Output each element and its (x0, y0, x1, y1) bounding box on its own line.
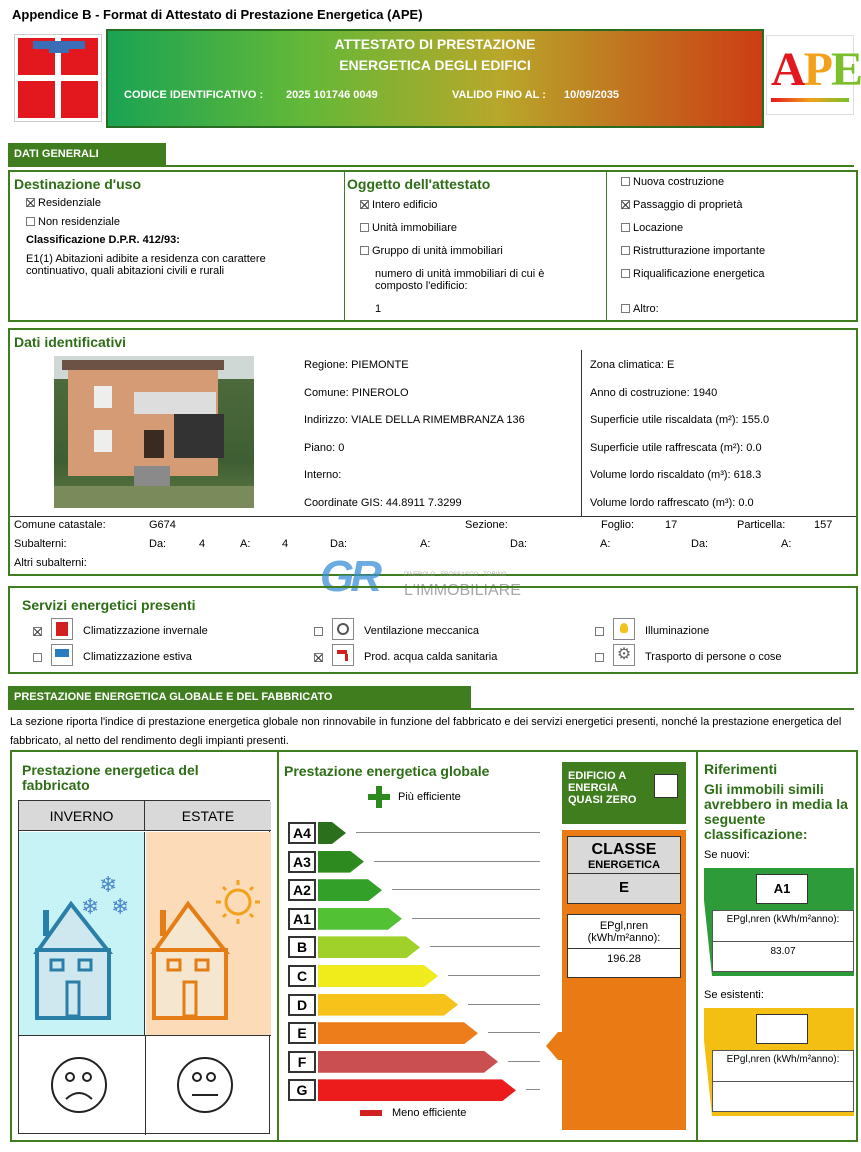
checkbox-checked[interactable] (33, 627, 42, 636)
destinazione-title: Destinazione d'uso (14, 176, 142, 192)
sub-da-label-3: Da: (510, 538, 528, 550)
se-esistenti-label: Se esistenti: (704, 989, 764, 1001)
house-winter-icon (19, 832, 145, 1035)
checkbox[interactable] (360, 223, 369, 232)
gear-icon: ⚙ (613, 644, 635, 666)
esistenti-class-box (756, 1014, 808, 1044)
checkbox[interactable] (26, 217, 35, 226)
ep-label: EPgl,nren (kWh/m²anno): (587, 920, 661, 944)
fan-icon (332, 618, 354, 640)
subalterni-label: Subalterni: (14, 538, 67, 550)
section-dati-generali: DATI GENERALI (8, 143, 166, 165)
checkbox-checked[interactable] (314, 653, 323, 662)
indirizzo: Indirizzo: VIALE DELLA RIMEMBRANZA 136 (304, 414, 525, 426)
servizio-label: Trasporto di persone o cose (645, 651, 782, 663)
superficie-raffrescata: Superficie utile raffrescata (m²): 0.0 (590, 442, 762, 454)
energy-class-line (468, 1004, 540, 1005)
energy-class-label: G (288, 1079, 316, 1101)
energy-class-row (293, 879, 382, 901)
fabbricato-title: Prestazione energetica del fabbricato (22, 762, 199, 793)
intero-edificio-label: Intero edificio (372, 199, 438, 211)
energy-class-bar (318, 822, 346, 844)
altri-subalterni-label: Altri subalterni: (14, 557, 87, 569)
superficie-riscaldata: Superficie utile riscaldata (m²): 155.0 (590, 414, 770, 426)
esistenti-ep-box (712, 1050, 854, 1112)
energy-class-row (296, 965, 438, 987)
inverno-panel (19, 832, 145, 1035)
energy-class-bar (318, 908, 402, 930)
classe-sub: ENERGETICA (587, 859, 661, 871)
nuovi-ep-label: EPgl,nren (kWh/m²anno): (726, 914, 840, 925)
servizio-ventilazione[interactable] (314, 618, 574, 640)
passaggio-proprieta-check[interactable] (621, 199, 742, 211)
energy-class-line (374, 861, 540, 862)
sub-a-value: 4 (282, 538, 289, 550)
checkbox-checked[interactable] (360, 200, 369, 209)
foglio-value: 17 (665, 519, 678, 531)
energy-class-row (296, 1079, 516, 1101)
servizio-climatizzazione-estiva[interactable] (33, 644, 293, 666)
intero-edificio-check[interactable] (360, 199, 437, 211)
header-title-2: ENERGETICA DEGLI EDIFICI (339, 57, 531, 73)
valid-value: 10/09/2035 (564, 89, 620, 101)
comune-catastale-value: G674 (149, 519, 176, 531)
unita-immobiliare-label: Unità immobiliare (372, 222, 457, 234)
interno: Interno: (304, 469, 342, 481)
energy-class-line (356, 832, 540, 833)
energy-class-bar (318, 1051, 498, 1073)
sub-da-value: 4 (199, 538, 206, 550)
ristrutturazione-label: Ristrutturazione importante (633, 245, 766, 257)
checkbox[interactable] (621, 177, 630, 186)
estate-header: ESTATE (145, 801, 271, 831)
sub-a-label-2: A: (420, 538, 431, 550)
energy-class-bar (318, 851, 364, 873)
sub-a-label-1: A: (240, 538, 251, 550)
servizio-label: Climatizzazione invernale (83, 625, 208, 637)
non-residenziale-check[interactable] (26, 216, 120, 228)
servizi-title: Servizi energetici presenti (22, 597, 196, 613)
checkbox[interactable] (314, 627, 323, 636)
code-value: 2025 101746 0049 (286, 89, 378, 101)
energy-class-label: B (288, 936, 316, 958)
servizio-label: Prod. acqua calda sanitaria (364, 651, 498, 663)
numero-unita-value: 1 (375, 303, 382, 315)
classificazione-value: E1(1) Abitazioni adibite a residenza con carattere continuativo, quali abitazioni civili e rurali (26, 253, 266, 277)
esistenti-ep-label: EPgl,nren (kWh/m²anno): (726, 1054, 840, 1065)
energy-class-line (412, 918, 540, 919)
servizio-label: Climatizzazione estiva (83, 651, 192, 663)
sad-face-icon (49, 1055, 109, 1115)
classe-box (567, 836, 681, 904)
dati-identificativi-title: Dati identificativi (14, 334, 127, 350)
globale-title: Prestazione energetica globale (284, 763, 490, 779)
checkbox[interactable] (621, 246, 630, 255)
valid-label: VALIDO FINO AL : (452, 89, 546, 101)
classe-value: E (618, 879, 629, 896)
checkbox[interactable] (621, 269, 630, 278)
watermark-small: PINEROLO · FROSSASCO · TORINO (404, 572, 507, 578)
energy-class-row (293, 908, 402, 930)
energy-class-row (297, 1022, 478, 1044)
classificazione-label: Classificazione D.P.R. 412/93: (26, 234, 180, 246)
classe-label: CLASSE (591, 841, 657, 858)
sub-a-label-3: A: (600, 538, 611, 550)
nuova-costruzione-check[interactable] (621, 176, 724, 188)
energy-class-row (296, 936, 420, 958)
servizio-trasporto[interactable] (595, 644, 845, 666)
altro-label: Altro: (633, 303, 659, 315)
locazione-check[interactable] (621, 222, 683, 234)
nuovi-class-value: A1 (773, 881, 791, 896)
energy-class-row (297, 1051, 498, 1073)
nuovi-ep-value: 83.07 (770, 946, 796, 957)
nuovi-class-box (756, 874, 808, 904)
coordinate: Coordinate GIS: 44.8911 7.3299 (304, 497, 462, 509)
comune: Comune: PINEROLO (304, 387, 409, 399)
servizio-illuminazione[interactable] (595, 618, 845, 640)
energy-class-bar (318, 1079, 516, 1101)
servizio-acqua-calda[interactable] (314, 644, 574, 666)
energy-class-bar (318, 965, 438, 987)
energy-class-row (296, 994, 458, 1016)
header-title-1: ATTESTATO DI PRESTAZIONE (334, 36, 536, 52)
nuova-costruzione-label: Nuova costruzione (633, 176, 725, 188)
servizio-label: Ventilazione meccanica (364, 625, 479, 637)
energy-class-line (430, 946, 540, 947)
particella-label: Particella: (737, 519, 786, 531)
riferimenti-title: Riferimenti (704, 761, 778, 777)
house-summer-icon (146, 832, 271, 1035)
riqualificazione-check[interactable] (621, 268, 764, 280)
hot-water-tap-icon (332, 644, 354, 666)
gruppo-unita-check[interactable] (360, 245, 503, 257)
code-label: CODICE IDENTIFICATIVO : (124, 89, 264, 101)
servizio-climatizzazione-invernale[interactable] (33, 618, 293, 640)
residenziale-check[interactable] (26, 197, 101, 209)
plus-icon (368, 786, 390, 808)
meno-efficiente-icon (360, 1110, 382, 1116)
riferimenti-text: Gli immobili simili avrebbero in media la seguente classificazione: (704, 781, 848, 842)
servizio-label: Illuminazione (645, 625, 710, 637)
ep-value: 196.28 (607, 953, 641, 965)
energy-class-label: A3 (288, 851, 316, 873)
checkbox-checked[interactable] (621, 200, 630, 209)
comune-catastale-label: Comune catastale: (14, 519, 106, 531)
svg-text:❄: ❄ (111, 895, 130, 920)
checkbox[interactable] (621, 223, 630, 232)
regione: Regione: PIEMONTE (304, 359, 409, 371)
checkbox-checked[interactable] (26, 198, 35, 207)
classe-panel (562, 830, 686, 1130)
energy-class-bar (318, 994, 458, 1016)
inverno-header: INVERNO (19, 801, 145, 831)
numero-unita-label: numero di unità immobiliari di cui è composto l'edificio: (375, 268, 545, 292)
energy-class-label: A1 (288, 908, 316, 930)
residenziale-label: Residenziale (38, 197, 101, 209)
radiator-icon (51, 618, 73, 640)
piano: Piano: 0 (304, 442, 345, 454)
passaggio-proprieta-label: Passaggio di proprietà (633, 199, 743, 211)
ristrutturazione-check[interactable] (621, 245, 765, 257)
se-nuovi-label: Se nuovi: (704, 849, 750, 861)
watermark-name: L'IMMOBILIARE (404, 582, 521, 599)
energy-class-line (448, 975, 540, 976)
volume-riscaldato: Volume lordo riscaldato (m³): 618.3 (590, 469, 762, 481)
energy-class-row (293, 851, 364, 873)
energy-class-label: F (288, 1051, 316, 1073)
ape-logo (766, 35, 861, 115)
energy-class-label: A2 (288, 879, 316, 901)
checkbox[interactable] (33, 653, 42, 662)
energy-class-bar (318, 936, 420, 958)
locazione-label: Locazione (633, 222, 684, 234)
gruppo-unita-label: Gruppo di unità immobiliari (372, 245, 503, 257)
checkbox[interactable] (595, 627, 604, 636)
checkbox[interactable] (595, 653, 604, 662)
volume-raffrescato: Volume lordo raffrescato (m³): 0.0 (590, 497, 754, 509)
estate-panel (146, 832, 271, 1035)
anno-costruzione: Anno di costruzione: 1940 (590, 387, 718, 399)
prestazione-description: La sezione riporta l'indice di prestazione energetica globale non rinnovabile in funzione del fabbricato e dei servizi energetici presenti, nonché la prestazione energetica del fabbricato, al netto del rendimento degli impianti presenti. (10, 716, 842, 747)
energy-class-label: D (288, 994, 316, 1016)
nzeb-label: EDIFICIO A ENERGIA QUASI ZERO (568, 770, 637, 806)
lightbulb-icon (613, 618, 635, 640)
energy-class-label: C (288, 965, 316, 987)
nzeb-checkbox[interactable] (654, 774, 678, 798)
unita-immobiliare-check[interactable] (360, 222, 457, 234)
ep-box (567, 914, 681, 978)
nzeb-box (562, 762, 686, 824)
particella-value: 157 (814, 519, 833, 531)
header-banner (106, 29, 764, 128)
foglio-label: Foglio: (601, 519, 635, 531)
checkbox[interactable] (360, 246, 369, 255)
svg-text:❄: ❄ (99, 873, 118, 898)
energy-class-label: E (288, 1022, 316, 1044)
watermark-gr: GR (320, 552, 378, 601)
energy-class-bar (318, 1022, 478, 1044)
sub-a-label-4: A: (781, 538, 792, 550)
svg-text:❄: ❄ (81, 895, 100, 920)
sub-da-label-2: Da: (330, 538, 348, 550)
sezione-label: Sezione: (465, 519, 508, 531)
building-photo (54, 356, 254, 508)
neutral-face-icon (175, 1055, 235, 1115)
sub-da-label-4: Da: (691, 538, 709, 550)
energy-class-row (293, 822, 346, 844)
energy-class-line (508, 1061, 540, 1062)
fabbricato-table (18, 800, 270, 1134)
energy-class-bar (318, 879, 382, 901)
piu-efficiente-label: Più efficiente (398, 791, 461, 803)
zona-climatica: Zona climatica: E (590, 359, 675, 371)
meno-efficiente-label: Meno efficiente (392, 1107, 467, 1119)
non-residenziale-label: Non residenziale (38, 216, 120, 228)
section-prestazione: PRESTAZIONE ENERGETICA GLOBALE E DEL FABBRICATO (8, 686, 471, 708)
checkbox[interactable] (621, 304, 630, 313)
sub-da-label-1: Da: (149, 538, 167, 550)
energy-class-line (392, 889, 540, 890)
energy-class-line (488, 1032, 540, 1033)
air-conditioner-icon (51, 644, 73, 666)
riqualificazione-label: Riqualificazione energetica (633, 268, 765, 280)
altro-check[interactable] (621, 303, 659, 315)
energy-class-label: A4 (288, 822, 316, 844)
oggetto-title: Oggetto dell'attestato (347, 176, 491, 192)
appendix-title: Appendice B - Format di Attestato di Prestazione Energetica (APE) (12, 7, 423, 22)
energy-class-line (526, 1089, 540, 1090)
nuovi-ep-box (712, 910, 854, 972)
ape-logo-text: APE (771, 43, 861, 96)
region-logo (14, 34, 102, 122)
